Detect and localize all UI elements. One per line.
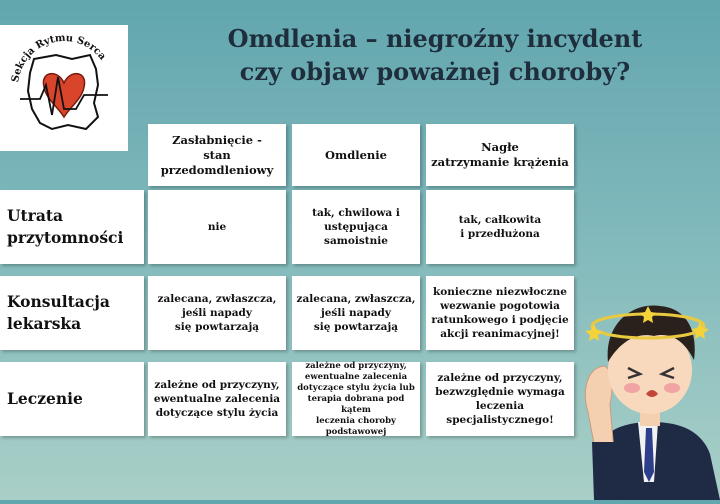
row-label-treatment: Leczenie (0, 362, 144, 436)
table-cell: zalecana, zwłaszcza, jeśli napady się powtarzają (292, 276, 420, 350)
column-header-presyncope: Zasłabnięcie - stan przedomdleniowy (148, 124, 286, 186)
dizzy-man-illustration (574, 282, 720, 500)
row-label-medical-consultation: Konsultacja lekarska (0, 276, 144, 350)
svg-text:Sekcja Rytmu Serca: Sekcja Rytmu Serca (10, 32, 108, 84)
column-header-cardiac-arrest: Nagłe zatrzymanie krążenia (426, 124, 574, 186)
logo (0, 25, 128, 151)
table-cell: konieczne niezwłoczne wezwanie pogotowia ratunkowego i podjęcie akcji reanimacyjnej! (426, 276, 574, 350)
title-line-2: czy objaw poważnej choroby? (239, 57, 631, 86)
table-cell: nie (148, 190, 286, 264)
table-cell: zależne od przyczyny, ewentualne zalecenia dotyczące stylu życia lub terapia dobrana pod kątem leczenia choroby podstawowej (292, 362, 420, 436)
column-header-syncope: Omdlenie (292, 124, 420, 186)
table-cell: tak, chwilowa i ustępująca samoistnie (292, 190, 420, 264)
table-cell: zależne od przyczyny, ewentualne zalecenia dotyczące stylu życia (148, 362, 286, 436)
table-cell: zalecana, zwłaszcza, jeśli napady się powtarzają (148, 276, 286, 350)
page-title (150, 22, 720, 88)
title-line-1: Omdlenia – niegroźny incydent (227, 24, 643, 53)
logo-emblem (0, 25, 128, 151)
row-label-consciousness-loss: Utrata przytomności (0, 190, 144, 264)
table-cell: zależne od przyczyny, bezwzględnie wymaga leczenia specjalistycznego! (426, 362, 574, 436)
table-cell: tak, całkowita i przedłużona (426, 190, 574, 264)
